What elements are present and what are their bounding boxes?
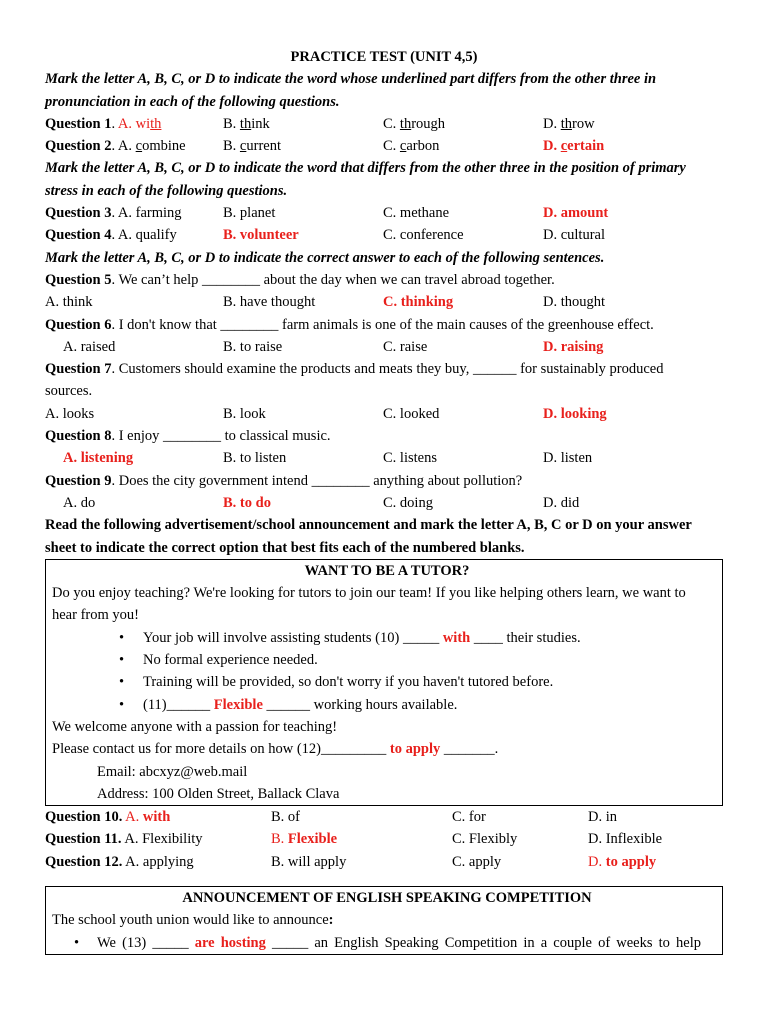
announcement-intro: The school youth union would like to announce:: [52, 912, 334, 929]
question-8-options: A. listening B. to listen C. listens D. listen: [63, 450, 593, 467]
advertisement-bullet-4: • (11)______ Flexible ______ working hours available.: [46, 694, 722, 716]
question-9-stem: Question 9. Does the city government intend ________ anything about pollution?: [45, 472, 523, 489]
announcement-bullet-1: • We (13) _____ are hosting _____ an English Speaking Competition in a couple of weeks to help: [46, 932, 722, 954]
question-2: Question 2. A. combine B. current C. carbon D. certain: [45, 138, 605, 155]
question-10: Question 10. A. with B. of C. for D. in: [45, 809, 617, 826]
instruction-pronunciation-cont: pronunciation in each of the following questions.: [45, 93, 340, 110]
question-12: Question 12. A. applying B. will apply C. apply D. to apply: [45, 853, 657, 870]
advertisement-welcome: We welcome anyone with a passion for teaching!: [52, 718, 338, 735]
advertisement-title: WANT TO BE A TUTOR?: [304, 562, 470, 579]
instruction-stress-cont: stress in each of the following questions.: [45, 182, 288, 199]
question-6-options: A. raised B. to raise C. raise D. raising: [63, 338, 604, 355]
practice-test-page: [45, 46, 723, 955]
instruction-reading-cont: sheet to indicate the correct option that best fits each of the numbered blanks.: [45, 539, 525, 556]
announcement-title: ANNOUNCEMENT OF ENGLISH SPEAKING COMPETITION: [182, 889, 592, 906]
question-3: Question 3. A. farming B. planet C. methane D. amount: [45, 205, 609, 222]
page-title: PRACTICE TEST (UNIT 4,5): [290, 49, 478, 65]
question-4: Question 4. A. qualify B. volunteer C. conference D. cultural: [45, 227, 606, 244]
advertisement-bullet-1: • Your job will involve assisting students (10) _____ with ____ their studies.: [46, 627, 722, 649]
advertisement-intro: Do you enjoy teaching? We're looking for tutors to join our team! If you like helping others learn, we want to: [52, 585, 686, 602]
tutor-advertisement: [45, 559, 723, 806]
advertisement-email: Email: abcxyz@web.mail: [97, 763, 248, 780]
advertisement-intro-cont: hear from you!: [52, 607, 139, 624]
question-7-options: A. looks B. look C. looked D. looking: [45, 405, 607, 422]
instruction-reading: Read the following advertisement/school announcement and mark the letter A, B, C or D on your answer: [45, 517, 692, 534]
advertisement-bullet-2: • No formal experience needed.: [46, 649, 722, 671]
instruction-pronunciation: Mark the letter A, B, C, or D to indicate the word whose underlined part differs from the other three in: [45, 71, 657, 88]
advertisement-bullet-3: • Training will be provided, so don't worry if you haven't tutored before.: [46, 671, 722, 693]
question-7-stem: Question 7. Customers should examine the products and meats they buy, ______ for sustainably produced: [45, 361, 664, 378]
competition-announcement: [45, 886, 723, 955]
question-5-options: A. think B. have thought C. thinking D. thought: [45, 294, 606, 311]
question-8-stem: Question 8. I enjoy ________ to classical music.: [45, 428, 331, 445]
instruction-sentences: Mark the letter A, B, C, or D to indicate the correct answer to each of the following sentences.: [45, 249, 605, 266]
instruction-stress: Mark the letter A, B, C, or D to indicate the word that differs from the other three in the position of primary: [45, 160, 686, 177]
question-11: Question 11. A. Flexibility B. Flexible C. Flexibly D. Inflexible: [45, 831, 663, 848]
question-7-stem-cont: sources.: [45, 383, 93, 400]
question-9-options: A. do B. to do C. doing D. did: [63, 494, 580, 511]
question-6-stem: Question 6. I don't know that ________ farm animals is one of the main causes of the greenhouse effect.: [45, 316, 654, 333]
question-5-stem: Question 5. We can’t help ________ about the day when we can travel abroad together.: [45, 271, 555, 288]
question-1: Question 1. A. with B. think C. through D. throw: [45, 115, 595, 132]
advertisement-address: Address: 100 Olden Street, Ballack Clava: [97, 785, 340, 802]
advertisement-contact: Please contact us for more details on how (12)_________ to apply _______.: [52, 741, 499, 758]
